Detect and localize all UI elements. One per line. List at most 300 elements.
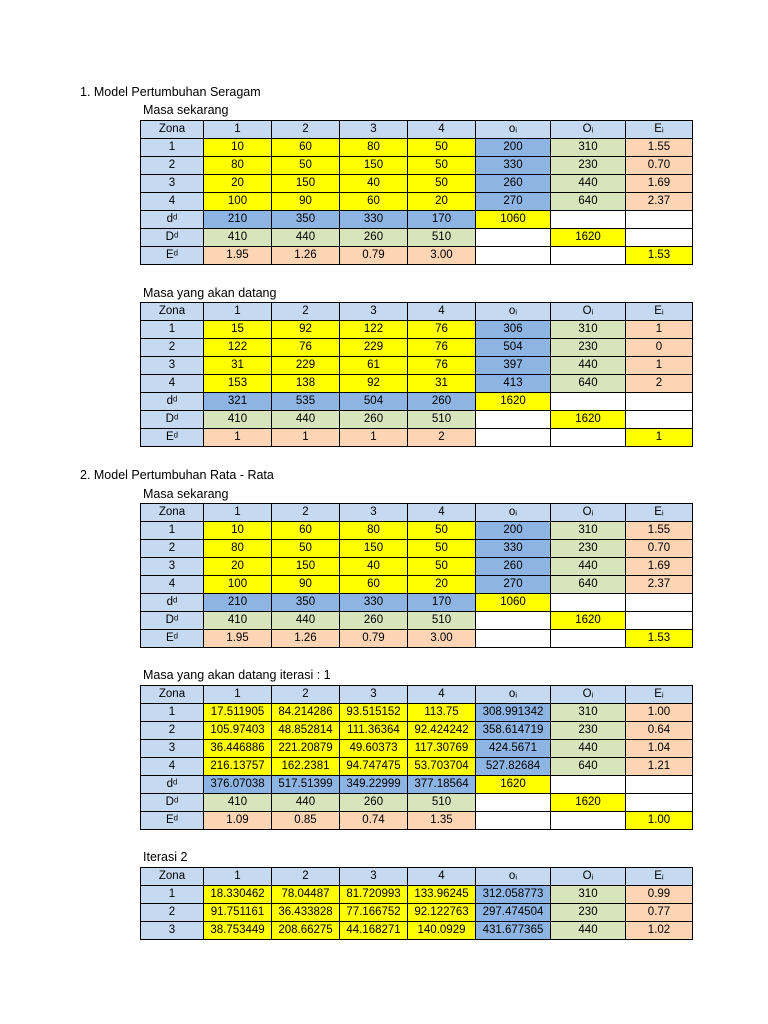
zone-label: 3 (141, 357, 204, 375)
header-cell: Zona (141, 303, 204, 321)
table-cell: 349.22999 (340, 776, 408, 794)
header-cell: 3 (340, 121, 408, 139)
table-cell: 0.70 (626, 157, 693, 175)
header-cell: Oᵢ (551, 121, 626, 139)
total-cell: 1060 (476, 594, 551, 612)
table-cell: 0.70 (626, 540, 693, 558)
Ed-row (141, 429, 693, 447)
header-cell: 3 (340, 868, 408, 886)
table-cell: 350 (272, 211, 340, 229)
table-row (141, 904, 693, 922)
header-cell: Oᵢ (551, 504, 626, 522)
table-cell: 260 (408, 393, 476, 411)
table-cell: 1.55 (626, 139, 693, 157)
zone-label: 2 (141, 540, 204, 558)
table-cell: 0.77 (626, 904, 693, 922)
table-cell: 1 (340, 429, 408, 447)
table-cell: 310 (551, 886, 626, 904)
table-cell: 410 (204, 229, 272, 247)
total-cell: 1620 (476, 393, 551, 411)
table-cell: 81.720993 (340, 886, 408, 904)
Dd-row (141, 411, 693, 429)
table-cell: 90 (272, 576, 340, 594)
table-cell: 50 (408, 522, 476, 540)
table-cell: 413 (476, 375, 551, 393)
table-cell: 122 (204, 339, 272, 357)
row-label: dᵈ (141, 211, 204, 229)
zone-label: 3 (141, 175, 204, 193)
dd-row (141, 211, 693, 229)
table-cell: 229 (340, 339, 408, 357)
table-cell: 1.04 (626, 740, 693, 758)
table-cell: 80 (340, 522, 408, 540)
table-cell: 36.446886 (204, 740, 272, 758)
table-cell: 60 (340, 576, 408, 594)
table-cell: 0.99 (626, 886, 693, 904)
table-cell: 440 (272, 794, 340, 812)
zone-label: 4 (141, 193, 204, 211)
table-cell: 510 (408, 612, 476, 630)
table-cell: 20 (204, 558, 272, 576)
header-cell: 1 (204, 504, 272, 522)
table-cell: 170 (408, 594, 476, 612)
table-cell: 431.677365 (476, 922, 551, 940)
table-cell: 1.02 (626, 922, 693, 940)
table-cell: 1 (204, 429, 272, 447)
header-cell: 3 (340, 504, 408, 522)
table-row (141, 540, 693, 558)
table-cell: 0.74 (340, 812, 408, 830)
table-cell: 410 (204, 612, 272, 630)
zone-label: 1 (141, 522, 204, 540)
header-cell: 2 (272, 303, 340, 321)
empty-cell (551, 211, 626, 229)
table-cell: 308.991342 (476, 704, 551, 722)
table-cell: 140.0929 (408, 922, 476, 940)
table-cell: 504 (340, 393, 408, 411)
table-cell: 230 (551, 339, 626, 357)
empty-cell (626, 411, 693, 429)
table-cell: 1.00 (626, 704, 693, 722)
empty-cell (476, 229, 551, 247)
row-label: dᵈ (141, 393, 204, 411)
total-cell: 1 (626, 429, 693, 447)
table-row (141, 339, 693, 357)
table-cell: 113.75 (408, 704, 476, 722)
table-cell: 60 (272, 522, 340, 540)
table-cell: 440 (551, 357, 626, 375)
zone-label: 2 (141, 904, 204, 922)
table-cell: 1.35 (408, 812, 476, 830)
header-cell: 3 (340, 686, 408, 704)
empty-cell (551, 247, 626, 265)
table-cell: 2 (626, 375, 693, 393)
table-cell: 0.85 (272, 812, 340, 830)
table-cell: 260 (340, 612, 408, 630)
table-cell: 440 (272, 612, 340, 630)
table-cell: 61 (340, 357, 408, 375)
total-cell: 1620 (551, 411, 626, 429)
table-cell: 440 (551, 922, 626, 940)
table-cell: 3.00 (408, 247, 476, 265)
table-cell: 150 (272, 175, 340, 193)
row-label: Dᵈ (141, 794, 204, 812)
table-cell: 78.04487 (272, 886, 340, 904)
table-cell: 0 (626, 339, 693, 357)
table-cell: 312.058773 (476, 886, 551, 904)
table-cell: 310 (551, 704, 626, 722)
table-row (141, 922, 693, 940)
table-cell: 31 (408, 375, 476, 393)
row-label: Dᵈ (141, 411, 204, 429)
header-cell: 1 (204, 868, 272, 886)
empty-cell (626, 393, 693, 411)
header-row (141, 121, 693, 139)
table-cell: 640 (551, 758, 626, 776)
table-cell: 230 (551, 540, 626, 558)
zone-label: 3 (141, 558, 204, 576)
header-cell: 3 (340, 303, 408, 321)
table-cell: 260 (340, 794, 408, 812)
header-cell: 4 (408, 504, 476, 522)
table-cell: 210 (204, 594, 272, 612)
header-cell: 1 (204, 686, 272, 704)
table-cell: 1.69 (626, 558, 693, 576)
table-cell: 50 (408, 157, 476, 175)
table-cell: 76 (272, 339, 340, 357)
matrix-table (140, 867, 693, 940)
table-cell: 150 (272, 558, 340, 576)
table-cell: 10 (204, 139, 272, 157)
table-cell: 93.515152 (340, 704, 408, 722)
table-cell: 20 (204, 175, 272, 193)
table-cell: 92 (340, 375, 408, 393)
empty-cell (626, 229, 693, 247)
table-cell: 80 (340, 139, 408, 157)
header-cell: Zona (141, 868, 204, 886)
table-cell: 105.97403 (204, 722, 272, 740)
header-cell: Eᵢ (626, 686, 693, 704)
header-cell: Oᵢ (551, 686, 626, 704)
table-cell: 100 (204, 193, 272, 211)
zone-label: 1 (141, 139, 204, 157)
table-cell: 1 (626, 357, 693, 375)
header-cell: Oᵢ (551, 868, 626, 886)
table-caption: Iterasi 2 (143, 850, 188, 864)
table-cell: 84.214286 (272, 704, 340, 722)
table-cell: 1.95 (204, 247, 272, 265)
table-cell: 260 (340, 411, 408, 429)
table-cell: 38.753449 (204, 922, 272, 940)
table-cell: 49.60373 (340, 740, 408, 758)
table-cell: 1.21 (626, 758, 693, 776)
header-cell: Zona (141, 121, 204, 139)
table-row (141, 175, 693, 193)
empty-cell (626, 594, 693, 612)
table-row (141, 576, 693, 594)
table-cell: 200 (476, 522, 551, 540)
table-cell: 0.64 (626, 722, 693, 740)
table-cell: 17.511905 (204, 704, 272, 722)
table-cell: 410 (204, 794, 272, 812)
table-cell: 1.26 (272, 630, 340, 648)
empty-cell (551, 393, 626, 411)
empty-cell (476, 429, 551, 447)
zone-label: 1 (141, 321, 204, 339)
table-cell: 50 (408, 139, 476, 157)
table-cell: 0.79 (340, 247, 408, 265)
total-cell: 1620 (476, 776, 551, 794)
table-cell: 230 (551, 722, 626, 740)
total-cell: 1.00 (626, 812, 693, 830)
table-cell: 122 (340, 321, 408, 339)
table-cell: 510 (408, 229, 476, 247)
total-cell: 1.53 (626, 247, 693, 265)
table-cell: 330 (476, 540, 551, 558)
table-cell: 410 (204, 411, 272, 429)
table-cell: 1.09 (204, 812, 272, 830)
table-cell: 1.69 (626, 175, 693, 193)
table-cell: 440 (272, 411, 340, 429)
table-cell: 260 (476, 558, 551, 576)
table-row (141, 722, 693, 740)
Ed-row (141, 630, 693, 648)
table-cell: 100 (204, 576, 272, 594)
table-caption: Masa yang akan datang iterasi : 1 (143, 668, 331, 682)
total-cell: 1620 (551, 229, 626, 247)
empty-cell (551, 630, 626, 648)
table-cell: 221.20879 (272, 740, 340, 758)
table-cell: 76 (408, 357, 476, 375)
table-cell: 297.474504 (476, 904, 551, 922)
table-cell: 94.747475 (340, 758, 408, 776)
table-cell: 2.37 (626, 576, 693, 594)
total-cell: 1060 (476, 211, 551, 229)
table-caption: Masa yang akan datang (143, 286, 277, 300)
empty-cell (476, 411, 551, 429)
header-cell: 2 (272, 686, 340, 704)
header-cell: Eᵢ (626, 868, 693, 886)
table-cell: 229 (272, 357, 340, 375)
table-cell: 640 (551, 375, 626, 393)
zone-label: 4 (141, 375, 204, 393)
table-cell: 111.36364 (340, 722, 408, 740)
table-cell: 40 (340, 558, 408, 576)
table-cell: 376.07038 (204, 776, 272, 794)
Dd-row (141, 612, 693, 630)
header-cell: oᵢ (476, 504, 551, 522)
table-cell: 527.82684 (476, 758, 551, 776)
zone-label: 1 (141, 704, 204, 722)
row-label: Dᵈ (141, 612, 204, 630)
row-label: Eᵈ (141, 247, 204, 265)
table-cell: 50 (272, 540, 340, 558)
dd-row (141, 594, 693, 612)
Ed-row (141, 812, 693, 830)
zone-label: 2 (141, 722, 204, 740)
table-cell: 208.66275 (272, 922, 340, 940)
table-cell: 50 (408, 558, 476, 576)
empty-cell (476, 247, 551, 265)
table-cell: 377.18564 (408, 776, 476, 794)
header-cell: 2 (272, 121, 340, 139)
total-cell: 1.53 (626, 630, 693, 648)
zone-label: 4 (141, 758, 204, 776)
total-cell: 1620 (551, 612, 626, 630)
matrix-table (140, 120, 693, 265)
table-cell: 40 (340, 175, 408, 193)
table-cell: 50 (408, 175, 476, 193)
table-cell: 91.751161 (204, 904, 272, 922)
table-cell: 358.614719 (476, 722, 551, 740)
table-caption: Masa sekarang (143, 487, 229, 501)
table-cell: 44.168271 (340, 922, 408, 940)
header-cell: Oᵢ (551, 303, 626, 321)
table-cell: 170 (408, 211, 476, 229)
table-cell: 535 (272, 393, 340, 411)
empty-cell (551, 776, 626, 794)
dd-row (141, 393, 693, 411)
table-cell: 92.122763 (408, 904, 476, 922)
row-label: Eᵈ (141, 630, 204, 648)
table-cell: 270 (476, 576, 551, 594)
table-cell: 92.424242 (408, 722, 476, 740)
matrix-table (140, 503, 693, 648)
table-cell: 117.30769 (408, 740, 476, 758)
header-cell: Zona (141, 504, 204, 522)
header-cell: 4 (408, 686, 476, 704)
empty-cell (476, 612, 551, 630)
table-cell: 510 (408, 794, 476, 812)
table-cell: 200 (476, 139, 551, 157)
table-cell: 230 (551, 157, 626, 175)
header-cell: Eᵢ (626, 303, 693, 321)
table-cell: 350 (272, 594, 340, 612)
table-cell: 440 (551, 740, 626, 758)
table-cell: 330 (340, 594, 408, 612)
table-cell: 162.2381 (272, 758, 340, 776)
header-cell: oᵢ (476, 868, 551, 886)
table-cell: 50 (272, 157, 340, 175)
table-cell: 1.26 (272, 247, 340, 265)
table-cell: 510 (408, 411, 476, 429)
table-cell: 2 (408, 429, 476, 447)
table-cell: 310 (551, 522, 626, 540)
table-cell: 15 (204, 321, 272, 339)
zone-label: 4 (141, 576, 204, 594)
header-cell: 4 (408, 868, 476, 886)
header-row (141, 504, 693, 522)
header-cell: 4 (408, 121, 476, 139)
header-cell: 4 (408, 303, 476, 321)
zone-label: 3 (141, 922, 204, 940)
table-cell: 76 (408, 321, 476, 339)
header-cell: 2 (272, 504, 340, 522)
row-label: dᵈ (141, 594, 204, 612)
empty-cell (626, 211, 693, 229)
header-row (141, 303, 693, 321)
table-cell: 1 (272, 429, 340, 447)
zone-label: 3 (141, 740, 204, 758)
table-cell: 80 (204, 157, 272, 175)
table-cell: 3.00 (408, 630, 476, 648)
section-1-title: 1. Model Pertumbuhan Seragam (80, 85, 261, 99)
table-cell: 397 (476, 357, 551, 375)
table-cell: 260 (476, 175, 551, 193)
table-cell: 1 (626, 321, 693, 339)
total-cell: 1620 (551, 794, 626, 812)
table-cell: 76 (408, 339, 476, 357)
empty-cell (476, 794, 551, 812)
empty-cell (551, 429, 626, 447)
table-cell: 90 (272, 193, 340, 211)
table-cell: 270 (476, 193, 551, 211)
table-row (141, 157, 693, 175)
header-cell: Eᵢ (626, 121, 693, 139)
empty-cell (626, 776, 693, 794)
table-cell: 80 (204, 540, 272, 558)
empty-cell (551, 812, 626, 830)
table-row (141, 758, 693, 776)
zone-label: 2 (141, 339, 204, 357)
table-row (141, 740, 693, 758)
header-cell: Eᵢ (626, 504, 693, 522)
table-cell: 504 (476, 339, 551, 357)
table-cell: 440 (272, 229, 340, 247)
table-row (141, 321, 693, 339)
empty-cell (551, 594, 626, 612)
table-row (141, 558, 693, 576)
table-cell: 60 (272, 139, 340, 157)
zone-label: 1 (141, 886, 204, 904)
table-cell: 20 (408, 193, 476, 211)
table-cell: 2.37 (626, 193, 693, 211)
table-cell: 10 (204, 522, 272, 540)
row-label: Eᵈ (141, 812, 204, 830)
table-cell: 260 (340, 229, 408, 247)
empty-cell (626, 612, 693, 630)
table-cell: 1.95 (204, 630, 272, 648)
table-cell: 640 (551, 193, 626, 211)
header-cell: oᵢ (476, 121, 551, 139)
table-caption: Masa sekarang (143, 103, 229, 117)
table-cell: 310 (551, 321, 626, 339)
header-cell: oᵢ (476, 303, 551, 321)
row-label: Dᵈ (141, 229, 204, 247)
header-cell: Zona (141, 686, 204, 704)
table-row (141, 704, 693, 722)
row-label: Eᵈ (141, 429, 204, 447)
table-cell: 77.166752 (340, 904, 408, 922)
matrix-table (140, 302, 693, 447)
table-cell: 330 (340, 211, 408, 229)
table-row (141, 886, 693, 904)
table-cell: 306 (476, 321, 551, 339)
zone-label: 2 (141, 157, 204, 175)
table-cell: 1.55 (626, 522, 693, 540)
table-cell: 424.5671 (476, 740, 551, 758)
table-cell: 60 (340, 193, 408, 211)
table-cell: 230 (551, 904, 626, 922)
section-2-title: 2. Model Pertumbuhan Rata - Rata (80, 468, 274, 482)
dd-row (141, 776, 693, 794)
header-row (141, 868, 693, 886)
empty-cell (476, 630, 551, 648)
header-cell: 2 (272, 868, 340, 886)
empty-cell (476, 812, 551, 830)
table-cell: 150 (340, 540, 408, 558)
table-cell: 310 (551, 139, 626, 157)
